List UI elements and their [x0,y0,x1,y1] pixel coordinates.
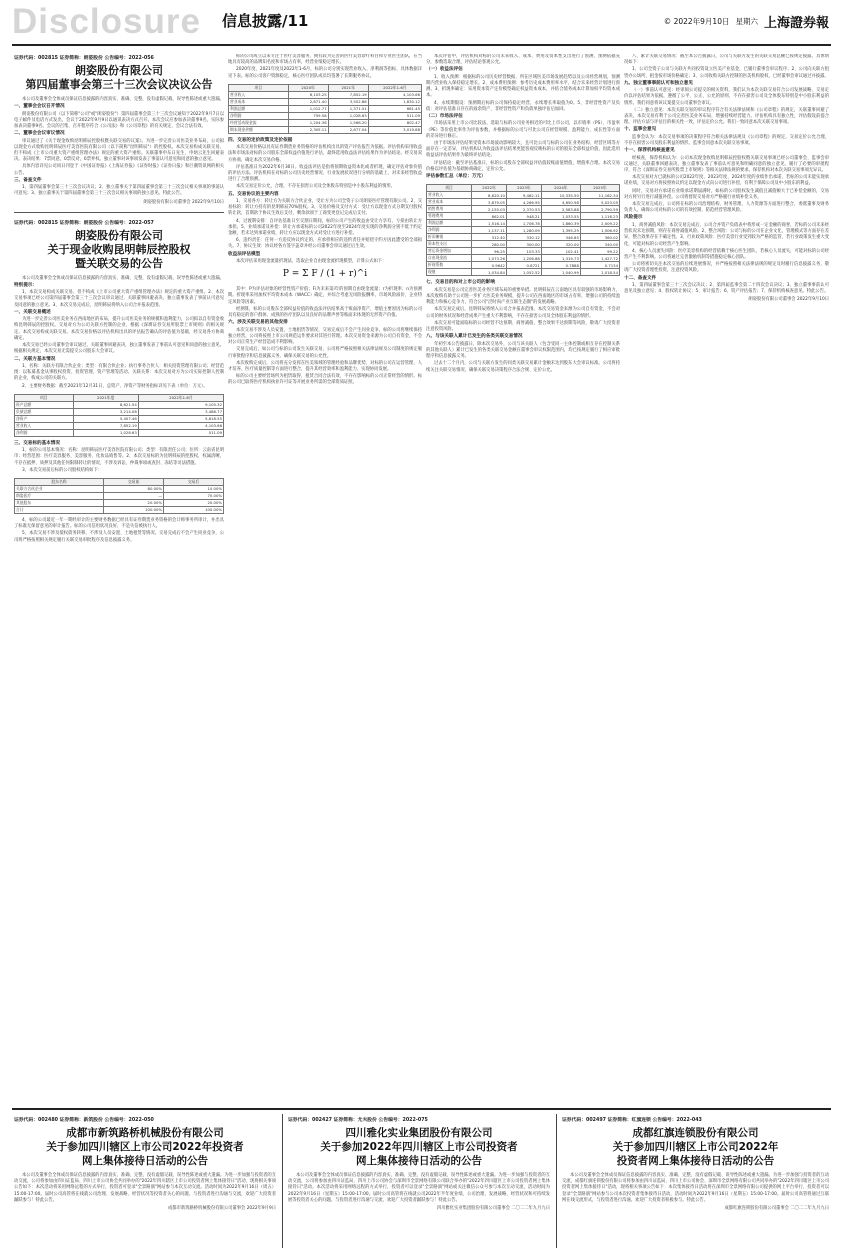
body-text: 市场法采用上市公司比较法，选取与标的公司业务相近的可比上市公司，以市销率（PS）、市盈率（PE）等价值比率作为评估参数，并根据标的公司与可比公司在经营规模、盈利能力、成长性等方面的差异进行修正。 [426,121,620,139]
body-text: 由于市场法评估结果受资本市场波动影响较大，且可比公司与标的公司在业务结构、经营区域等方面存在一定差异，评估机构认为收益法评估结果更能客观反映标的公司的股东全部权益价值，因此选用收益法评估结果作为最终评估结论。 [426,141,620,159]
section-heading: 风险提示 [624,215,643,221]
body-text: 评估基准日为2022年6月30日。收益法评估是指将预期收益资本化或者折现，确定评估对象价值的评估方法。评估机构在对标的公司历史经营情况、行业发展状况进行分析的基础上，对未来经营收益进行了合理预测。 [228,164,422,183]
notice-title [288,1126,550,1168]
masthead-disclosure: Disclosure [12,2,201,41]
body-text: 1、第四届董事会第三十三次会议决议；2、第四届监事会第二十四次会议决议；3、独立董事事前认可意见及独立意见；4、股权转让协议；5、审计报告；6、资产评估报告；7、保荐机构核查意见。特此公告。 [624,282,829,295]
notice-title [562,1126,829,1168]
notice-title-line: 关于参加四川辖区上市公司2022年投资者 [46,1141,244,1153]
notice-title-line: 关于现金收购昆明韩辰控股权 [47,242,191,256]
body-text: 本次收购完成后，公司将充分发挥在医美领域的管理经验和品牌优势，对标的公司在运营管理、人才培养、医疗质量控制等方面进行整合，提升其经营效率和盈利能力，实现协同发展。 [228,360,422,372]
bottom-notice-1 [14,1116,276,1246]
signature: 朗姿股份有限公司董事会 2022年9月10日 [143,199,224,205]
body-text: 本公司及董事会全体成员保证信息披露的内容真实、准确、完整，没有虚假记载、误导性陈述或重大遗漏。 [22,97,224,102]
body-text: 本公司及董事会全体成员保证信息披露的内容真实、准确、完整，没有虚假记载、误导性陈述或重大遗漏。为进一步加强与投资者的互动交流，公司将参加由四川证监局、四川上市公司协会与深圳市全景网络有限公司联合举办的"2022年四川辖区上市公司投资者网上集体接待日"活动。本次活动将采用网络远程的方式举行，投资者可以登录"全景路演"网站或关注微信公众号参与本次互动交流，活动时间为2022年9月16日（星期五）15:00-17:00。届时公司高管将在线就公司2022年半年度业绩、公司治理、发展战略、经营状况和可持续发展等投资者关心的问题，与投资者进行沟通与交流，欢迎广大投资者踊跃参与！特此公告。 [288,1173,550,1203]
notice-title-line: 关于参加2022年四川辖区上市公司投资者 [320,1141,518,1153]
section-heading: 一、关联交易概述 [14,309,51,315]
section-heading: 二、董事会会议审议情况 [14,131,65,137]
issue-date: © 2022年9月10日 [663,17,730,26]
notice-code: 证券代码：002497 证券简称：红旗连锁 公告编号：2022-043 [562,1118,702,1123]
section-heading: （二）市场法评估 [426,114,463,120]
body-text: 本次评估中，评估机构对标的公司未来收入、成本、费用及资本性支出进行了预测，预测依据充分，参数选取合理，评估结论客观公允。 [426,54,620,66]
body-text: 朗姿股份有限公司（以下简称"公司"或"朗姿股份"）第四届董事会第三十三次会议通知于2022年9月7日以电子邮件及电话方式发出，会议于2022年9月9日以通讯表决方式召开。本次会议应参加表决董事9名，实际参加表决董事9名。会议的召集、召开程序符合《公司法》和《公司章程》的有关规定，会议合法有效。 [14,111,224,130]
body-text: 经测算，标的公司股东全部权益价值的收益法评估结果高于账面净资产，增值主要原因为标的公司具有稳定的客户群体、成熟的医疗团队以及良好的品牌声誉等账面未体现的无形资产价值。 [228,306,422,319]
valuation-table: 项目 2022年 2023年 2024年 2025年 营业收入 8,620.10 9,482.11 10,335.50 11,162.34 营业成本 3,879.05 4,266.95 4,650.98 5,023.05 销售费用 2,155.03 2,370.53 2,583.88 2,790.59 管理费用 862.01 948.21 1,033.55 1,116.23 利润总额 1,516.14 1,706.78 1,860.39 2,009.22 净利润 1,137.11 1,280.09 1,395.29 1,506.92 折旧摊销 312.40 330.12 346.85 360.02 资本性支出 280.00 300.00 320.00 340.00 营运资金增加 96.25 103.33 102.41 99.22 自由现金流 1,073.26 1,206.88 1,319.73 1,427.72 折现系数 0.9642 0.8721 0.7888 0.7134 现值 1,034.84 1,052.52 1,040.99 1,018.54 [428,185,618,275]
notice-title-line: 投资者网上集体接待日活动的公告 [616,1155,775,1167]
section-heading: 七、交易目的和对上市公司的影响 [426,280,495,286]
body-text: 3、本次交易前后标的公司股权结构如下： [22,467,103,473]
section-heading: 评估参数汇总（单位：万元） [426,174,486,180]
section-heading: 三、备查文件 [14,177,42,183]
section-heading: 二、关联方基本情况 [14,356,56,362]
notice-title-line: 第四届董事会第三十三次会议决议公告 [25,78,213,91]
body-text: 经核查，保荐机构认为：公司本次现金收购昆明韩辰控股权暨关联交易事项已经公司董事会、监事会审议通过，关联董事回避表决，独立董事发表了事前认可意见和明确同意的独立意见，履行了必要的审批程序，符合《深圳证券交易所股票上市规则》等相关法律法规的要求。保荐机构对本次关联交易事项无异议。 [624,155,829,174]
body-text: 为进一步完善公司医美业务在西南地区的布局，提升公司医美业务的规模和盈利能力，公司拟以自有资金收购昆明韩辰的控股权。交易对方为公司关联方控制的企业，根据《深圳证券交易所股票上市规则》的相关规定，本次交易构成关联交易。本次交易价格以评估机构出具的评估报告确认的评估值为基础，经交易各方协商确定。 [14,317,224,341]
section-heading: 一、董事会会议召开情况 [14,104,65,110]
bottom-rule [12,1108,831,1110]
column-4 [624,54,829,1104]
column-1 [14,54,224,1104]
body-text: 标的公司主要经营场所为租赁取得，租赁合同合法有效，不存在影响标的公司正常经营的情形。标的公司已取得医疗机构执业许可证等开展业务所需的全部资质证照。 [228,374,422,386]
bottom-notice-3 [562,1116,829,1246]
body-text: 本次交易可能面临标的公司经营不达预期、商誉减值、整合效果不达预期等风险，敬请广大投资者注意投资风险。 [426,320,620,333]
body-text: 本公司及董事会全体成员保证信息披露的内容真实、准确、完整，没有虚假记载、误导性陈述或重大遗漏。为进一步加强与投资者的互动交流，成都红旗连锁股份有限公司将参加由四川证监局、四川上市公司协会、深圳市全景网络有限公司共同举办的"2022年四川辖区上市公司投资者网上集体接待日"活动，现将相关事项公告如下：本次集体接待日活动将在深圳市全景网络有限公司提供的网上平台举行，投资者可以登录"全景路演"网站参与公司本次投资者集体接待日活动，活动时间为2022年9月16日（星期五）15:00-17:00。届时公司高管将通过互联网在线交流形式，与投资者进行沟通。欢迎广大投资者积极参与。特此公告。 [562,1173,829,1203]
section-heading: 特别提示： [14,282,37,288]
body-text: 4、标的公司最近一年一期经审计的主要财务数据已经具有证券期货业务资格的会计师事务所审计，并出具了标准无保留意见的审计报告。标的公司信用状况良好，不是失信被执行人。 [14,517,224,530]
body-text: 年初至本公告披露日，除本次交易外，公司与该关联人（包含受同一主体控制或相互存在控制关系的其他关联人）累计已发生的各类关联交易金额在董事会审议权限范围内，均已按规定履行了相应审批程序和信息披露义务。 [426,341,620,360]
body-text: 1、交易各方：转让方为关联方合伙企业，受让方为公司全资子公司朗姿医疗管理有限公司。2、交易标的：转让方持有的昆明韩辰70%股权。3、交易价格及支付方式：受让方以现金方式分期支付股权转让款，首期款于协议生效后支付，剩余款项于工商变更登记完成后支付。 [228,199,422,217]
body-text: （二）独立意见：本次关联交易的审议程序符合有关法律法规和《公司章程》的规定，关联董事回避了表决。本次交易有利于公司完善医美业务布局，增强持续经营能力。评估机构具有独立性，评估假设前提合理，评估方法与评估目的相关性一致，评估定价公允。我们一致同意本次关联交易事项。 [624,107,829,126]
section-heading: 十二、备查文件 [624,275,657,281]
body-text: 八、累计关联交易情况：截至本公告披露日，公司与关联方发生的关联交易总额已按规定披露，具体情况如下： [624,54,829,66]
signature: 成都红旗连锁股份有限公司董事会 二〇二二年九月九日 [724,1206,829,1212]
page-number: /11 [282,12,309,30]
column-3 [426,54,620,1104]
column-2 [228,54,422,1104]
body-text: 监事会认为：本次交易事项的决策程序符合相关法律法规及《公司章程》的规定，交易定价公允合理，不存在损害公司及股东利益的情形。监事会同意本次关联交易事项。 [624,134,829,147]
column-separator [556,1114,557,1248]
financial-table: 项目 2021年度 2022年1-6月 资产总额 8,621.54 9,105.32 负债总额 3,214.08 3,486.77 净资产 5,407.46 5,618.55 营业收入 7,852.19 4,103.66 净利润 1,028.63 511.09 [16,394,222,436]
body-text: （一）事前认可意见：经审阅公司提交的相关资料，我们认为本次关联交易符合公司发展战略，交易定价以评估结果为依据，遵循了公平、公正、公允的原则，不存在损害公司及全体股东特别是中小股东利益的情形。我们同意将该议案提交公司董事会审议。 [624,88,829,106]
body-text: 4、核心人员流失风险：医疗美容机构的经营依赖于核心医生团队，若核心人员流失，可能对标的公司经营产生不利影响。公司将通过完善激励机制等措施稳定核心团队。 [624,248,829,260]
notice-title-line: 网上集体接待日活动的公告 [356,1155,482,1167]
section-title [222,11,308,31]
body-text: 本次交易定价公允、合理，不存在损害公司及全体股东特别是中小股东利益的情形。 [236,184,395,190]
section-heading: 六、涉及关联交易的其他安排 [228,320,288,326]
body-text: 本公司及董事会全体成员保证信息披露的内容真实、准确、完整，没有虚假记载、误导性陈述或重大遗漏。 [22,275,224,281]
section-heading: （一）收益法评估 [426,67,463,73]
body-text: 1、商誉减值风险：本次交易完成后，公司合并资产负债表中将形成一定金额的商誉，若标的公司未来经营状况未达预期，则存在商誉减值风险。2、整合风险：公司与标的公司在企业文化、管理模式等方面存在差异，整合效果存在不确定性。3、行业政策风险：医疗美容行业受到较为严格的监管，若行业政策发生重大变化，可能对标的公司经营产生影响。 [624,222,829,247]
signature: 四川雅化实业集团股份有限公司董事会 二〇二二年九月九日 [436,1206,550,1212]
body-text: 本公司及董事会全体成员保证信息披露的内容真实、准确、完整，没有虚假记载、误导性陈述或重大遗漏。为进一步加强与投资者的互动交流，公司将参加由四川证监局、四川上市公司协会共同举办的"2022年四川辖区上市公司投资者网上集体接待日"活动，现将相关事项公告如下：本次活动将采用网络远程的方式举行，投资者可登录"全景路演"网站参与本次互动交流。活动时间为2022年9月16日（周五）15:00-17:00。届时公司高管将在线就公司治理、发展战略、经营状况等投资者关心的问题，与投资者进行沟通与交流，欢迎广大投资者踊跃参与！特此公告。 [14,1173,276,1203]
body-text: 2、主要财务数据：截至2021年12月31日，总资产、净资产等财务指标详见下表（单位：万元）。 [22,383,208,389]
header-meta [664,12,829,31]
page-header [0,0,843,44]
body-text: 1、名称：关联方有限合伙企业；类型：有限合伙企业；执行事务合伙人：相关投资管理有限公司；经营范围：以私募基金从事股权投资、投资管理、资产管理等活动。关联关系：本次交易对方为公司实际控制人控制的企业，构成公司的关联方。 [14,363,224,382]
body-text: 1、收入预测：根据标的公司历史经营数据、所在区域医美市场发展趋势以及公司经营规划，预测期内营业收入保持稳定增长。2、成本费用预测：参考历史成本费用率水平，结合未来经营计划进行预测。3、折现率确定：采用资本资产定价模型确定权益资本成本，并结合债务成本计算加权平均资本成本。 [426,74,620,99]
body-text: 本次交易对方已就标的公司2022年度、2023年度、2024年度的业绩作出承诺，若标的公司未能实现承诺业绩，交易对方将按照协议约定以现金方式向公司进行补偿，有利于保障公司及中小股东的利益。 [624,175,829,187]
notice-title [14,229,224,271]
body-text: 本次交易是公司完善医美业务区域布局的重要举措。昆明韩辰在云南地区具有较强的市场影响力，本次收购有助于公司进一步扩大医美业务规模，提升公司在西南地区的市场占有率，增强公司的持续盈利能力和核心竞争力，符合公司"泛时尚产业互联生态圈"的发展战略。 [426,287,620,306]
body-text: 本次交易完成后，昆明韩辰将纳入公司合并报表范围。本次交易资金来源为公司自有资金，不会对公司的财务状况和经营成果产生重大不利影响，不存在损害公司及全体股东利益的情形。 [426,307,620,319]
newspaper-name: 上海證券報 [763,16,829,31]
body-text: 交易完成后，如公司与标的公司发生关联交易，公司将严格按照相关法律法规及公司制度的规定履行审批程序和信息披露义务，确保关联交易的公允性。 [228,347,422,359]
body-text: 过去十二个月内，公司与关联方发生的同类关联交易累计金额未达到股东大会审议标准。公司将持续关注关联交易情况，确保关联交易决策程序合法合规、定价公允。 [426,361,620,373]
body-text: 本次交易不涉及人员安置、土地租赁等情况，交易完成后不会产生同业竞争。标的公司将继续保持独立经营，公司将按照上市公司规范运作要求对其进行管理。本次交易资金来源为公司自有资金，不会对公司正常生产经营造成不利影响。 [228,327,422,346]
notice-title-line: 朗姿股份有限公司 [75,228,163,242]
operating-table: 项目 2020年 2021年 2022年1-6月 营业收入 6,103.25 7,852.19 4,103.66 营业成本 2,871.40 3,502.88 1,830.12 利润总额 1,012.77 1,371.51 681.45 净利润 759.58 1,028.63 511.09 经营活动现金流 1,204.36 1,566.20 802.47 期末现金余额 2,305.11 2,877.04 3,019.88 [230,84,420,133]
body-text: 5、本次交易不涉及债权债务转移，不涉及人员安置、土地租赁等情况。交易完成后不会产生同业竞争，公司将严格按照相关规定履行关联交易审批程序及信息披露义务。 [14,531,224,543]
section-heading: 四、交易的定价政策及定价依据 [228,137,293,143]
section-heading: 九、独立董事事前认可和独立意见 [624,80,693,86]
notice-title-line: 关于参加四川辖区上市公司2022年 [612,1141,779,1153]
notice-title-line: 暨关联交易的公告 [75,256,163,270]
body-text: 1、标的公司基本情况：名称：昆明韩辰医疗美容医院有限公司；类型：有限责任公司；住所：云南省昆明市；经营范围：医疗美容服务、美容服务、化妆品销售等。2、本次交易标的为昆明韩辰的控股权，权属清晰，不存在抵押、质押及其他任何限制转让的情况，不涉及诉讼、仲裁事项或查封、冻结等司法措施。 [14,448,224,466]
body-text: 6、违约责任：任何一方违反协议约定的，应承担相应的违约责任并赔偿守约方因此遭受的全部损失。7、协议生效：协议经各方签字盖章并经公司董事会审议通过后生效。 [228,238,422,250]
body-text: 本次交易完成后，公司将在标的公司治理结构、财务管理、人力资源等方面进行整合，委派董事及财务负责人，确保公司对标的公司的有效控制，防范经营管理风险。 [624,202,829,214]
section-heading: 收益法评估模型 [228,251,261,257]
equity-table: 股东名称 交易前 交易后 关联方合伙企业 80.00% 10.00% 朗姿医疗 — 70.00% 其他股东 20.00% 20.00% 合计 100.00% 100.00% [16,478,222,513]
body-text: 公司将密切关注本次交易的后续进展情况，并严格按照相关法律法规的规定及时履行信息披露义务，敬请广大投资者理性投资，注意投资风险。 [624,262,829,274]
body-text: 1、第四届董事会第三十三次会议决议；2、独立董事关于第四届董事会第三十三次会议相关事项的事前认可意见；3、独立董事关于第四届董事会第三十三次会议相关事项的独立意见。特此公告。 [14,185,224,197]
notice-title-line: 成都红旗连锁股份有限公司 [632,1127,759,1139]
body-text: 本次评估采用现金流量折现法，选取企业自由现金流折现模型，计算公式如下： [236,259,387,265]
valuation-formula: P = Σ F / (1 + r)^i [282,269,368,280]
body-text: 本次交易已经公司董事会审议通过，关联董事回避表决，独立董事发表了事前认可意见和同意的独立意见。根据相关规定，本次交易无需提交公司股东大会审议。 [14,343,224,355]
header-rule [12,44,831,46]
body-text: 审议通过了《关于现金收购昆明韩辰控股权暨关联交易的议案》。为进一步完善公司医美业务布局，公司拟以现金方式收购昆明韩辰医疗美容医院有限公司（以下简称"昆明韩辰"）的控股权。本次交易构成关联交易，但不构成《上市公司重大资产重组管理办法》规定的重大资产重组。关联董事申东日先生、申炳云先生回避表决。表决结果：7票同意，0票反对，0票弃权。独立董事对该事项发表了事前认可意见和同意的独立意见。 [14,138,224,163]
section-heading: 五、交易协议的主要内容 [228,191,279,197]
body-text: 4、永续期假设：预测期后标的公司保持稳定经营，永续增长率取值为0。5、非经营性资产及负债：对评估基准日存在的溢余资产、非经营性资产和负债单独评估后加回。 [426,100,620,112]
body-text: 1、本次交易构成关联交易，但不构成《上市公司重大资产重组管理办法》规定的重大资产重组。2、本次交易事项已经公司第四届董事会第三十三次会议审议通过，关联董事回避表决，独立董事发表了事前认可意见及同意的独立意见。3、本次交易完成后，昆明韩辰将纳入公司合并报表范围。 [14,290,224,308]
body-text: 其中：P为评估对象的经营性资产价值；Fi为未来第i年的预期自由现金流量；r为折现率；n为预测期。折现率采用加权平均资本成本（WACC）确定，并综合考虑无风险报酬率、市场风险溢价、企业特定风险等因素。 [228,287,422,305]
section-heading: 十、监事会意见 [624,127,657,133]
body-text: 具体内容详见公司同日刊登于《中国证券报》《上海证券报》《证券时报》《证券日报》和巨潮资讯网的相关公告。 [14,164,224,176]
signature: 成都市新筑路桥机械股份有限公司董事会 2022年9月9日 [167,1206,276,1212]
notice-title-line: 成都市新筑路桥机械股份有限公司 [66,1127,224,1139]
body-text: 2020年度、2021年度及2022年1-6月，标的公司分别实现营业收入、净利润等指标，具体数据详见下表。标的公司客户资源稳定，核心医疗团队成员均签署了长期服务协议。 [228,67,422,79]
notice-title [14,1126,276,1168]
notice-title-line: 网上集体接待日活动的公告 [82,1155,208,1167]
body-text: 1、公司全资子公司与关联方共同投资设立医美产业基金，已履行董事会审议程序；2、公司向关联方租赁办公场所，租金按市场价格确定；3、公司收购关联方控制的医美机构股权，已经董事会审议通过并披露。 [624,67,829,79]
notice-title-line: 四川雅化实业集团股份有限公司 [345,1127,493,1139]
column-separator [282,1114,283,1248]
body-text: 4、过渡期安排：自评估基准日至交割日期间，标的公司产生的收益由受让方享有，亏损由转让方承担。5、业绩承诺及补偿：转让方承诺标的公司2022年度至2024年度实现的净利润分别不低于约定金额，若未达到承诺业绩，转让方应以现金方式对受让方进行补偿。 [228,218,422,237]
body-text: 同时，交易对方承诺在业绩承诺期届满时，如标的公司股权发生减值且减值额大于已补偿金额的，交易对方将另行进行减值补偿。公司将督促交易对方严格履行业绩补偿义务。 [624,188,829,200]
notice-code: 证券代码：002480 证券简称：新筑股份 公告编号：2022-050 [14,1118,154,1123]
notice-code: 证券代码：002815 证券简称：朗姿股份 公告编号：2022-057 [14,220,154,226]
section-heading: 八、与该关联人累计已发生的各类关联交易情况 [426,334,523,340]
section-label: 信息披露 [222,12,283,30]
notice-code: 证券代码：002815 证券简称：朗姿股份 公告编号：2022-056 [14,56,154,61]
section-heading: 三、交易标的基本情况 [14,440,60,446]
bottom-notice-2 [288,1116,550,1246]
body-text: 评估结论：截至评估基准日，标的公司股东全部权益评估值较账面值增值，增值率合理。本次交易价格以评估值为基础协商确定，定价公允。 [426,160,620,172]
signature: 朗姿股份有限公司董事会 2022年9月10日 [748,297,829,303]
body-text: 标的公司成立以来专注于医疗美容服务，拥有较为完善的医疗美容诊疗科目和专业医生团队，在当地具有较高的品牌知名度和市场占有率，经营业绩稳定增长。 [228,54,422,66]
notice-title [14,64,224,92]
notice-divider [14,212,224,213]
body-text: 本次交易价格以具有证券期货业务资格的评估机构出具的资产评估报告为依据。评估机构采用收益法和市场法对标的公司股东全部权益价值进行评估，最终选用收益法评估结果作为评估结论。经交易双方协商，确定本次交易价格。 [228,145,422,163]
notice-title-line: 朗姿股份有限公司 [75,64,163,77]
notice-code: 证券代码：002427 证券简称：尤夫股份 公告编号：2022-075 [288,1118,428,1123]
weekday: 星期六 [735,17,758,26]
section-heading: 十一、保荐机构核查意见 [624,148,675,154]
